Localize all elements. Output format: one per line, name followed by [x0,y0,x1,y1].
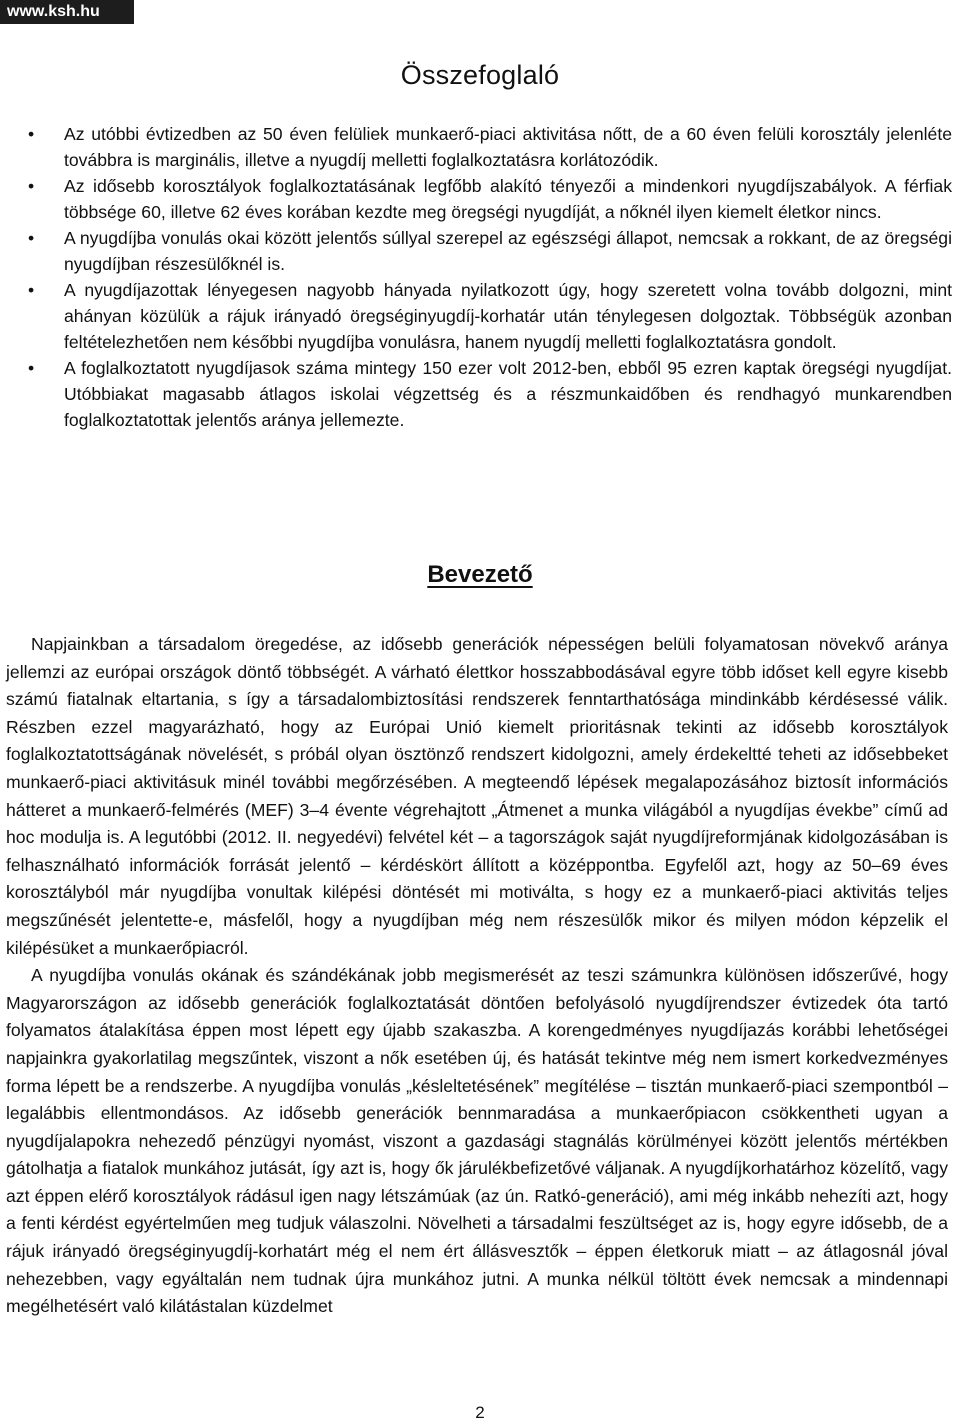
summary-title: Összefoglaló [400,60,560,90]
intro-body [6,631,948,1321]
summary-bullet-1: • Az utóbbi évtizedben az 50 éven felüliek munkaerő-piaci aktivitása nőtt, de a 60 éven felüli korosztály jelenléte továbbra is marginális, illetve a nyugdíj melletti foglalkoztatásra korlátozódik. [28,121,952,173]
summary-bullet-list [28,121,952,433]
site-url-badge[interactable]: www.ksh.hu [0,0,134,24]
intro-paragraph-1: Napjainkban a társadalom öregedése, az idősebb generációk népességen belüli folyamatosan növekvő aránya jellemzi az európai országok döntő többségét. A várható élettkor hosszabbodásával egyre több időset kell egyre kisebb számú fiatalnak eltartania, s így a társadalombiztosítási rendszerek fenntarthatósága mindinkább kérdésessé válik. Részben ezzel magyarázható, hogy az Európai Unió kiemelt prioritásnak tekinti az idősebb korosztályok foglalkoztatottságának növelését, s próbál olyan ösztönző rendszert kidolgozni, amely érdekeltté teheti az idősebbeket munkaerő-piaci aktivitásuk minél további megőrzésében. A megteendő lépések megalapozásához biztosít információs hátteret a munkaerő-felmérés (MEF) 3–4 évente végrehajtott „Átmenet a munka világából a nyugdíjas évekbe” című ad hoc modulja is. A legutóbbi (2012. II. negyedévi) felvétel két – a tagországok saját nyugdíjreformjának kidolgozásában is felhasználható információk forrását jelentő – kérdéskört állított a középpontba. Egyfelől azt, hogy az 50–69 éves korosztályból már nyugdíjba vonultak kilépési döntését mi motiválta, s hogy ez a munkaerő-piaci aktivitás teljes megszűnését jelentette-e, másfelől, hogy a nyugdíjban még nem részesülők mikor és milyen módon képzelik el kilépésüket a munkaerőpiacról. [6,634,948,958]
intro-paragraph-2: A nyugdíjba vonulás okának és szándékának jobb megismerését az teszi számunkra különösen időszerűvé, hogy Magyarországon az idősebb generációk foglalkoztatását döntően befolyásoló nyugdíjrendszer évtizedek óta tartó folyamatos átalakítása éppen most lépett egy újabb szakaszba. A korengedményes nyugdíjazás korábbi lehetőségei napjainkra gyakorlatilag megszűntek, viszont a nők esetében új, és hatását tekintve még nem ismert korkedvezményes forma lépett be a rendszerbe. A nyugdíjba vonulás „késleltetésének” megítélése – tisztán munkaerő-piaci szempontból – legalábbis ellentmondásos. Az idősebb generációk bennmaradása a munkaerőpiacon csökkentheti ugyan a nyugdíjalapokra nehezedő pénzügyi nyomást, viszont a gazdasági stagnálás körülményei között jelentős mértékben gátolhatja a fiatalok munkához jutását, így azt is, hogy ők járulékbefizetővé váljanak. A nyugdíjkorhatárhoz közelítő, vagy azt éppen elérő korosztályok rádásul igen nagy létszámúak (az ún. Ratkó-generáció), ami még inkább nehezíti azt, hogy a fenti kérdést egyértelműen meg tudjuk válaszolni. Növelheti a társadalmi feszültséget az is, hogy egyre idősebb, de a rájuk irányadó öregséginyugdíj-korhatárt még el nem ért állásvesztők – éppen életkoruk miatt – az átlagosnál jóval nehezebben, vagy egyáltalán nem tudnak újra munkához jutni. A munka nélkül töltött évek nemcsak a mindennapi megélhetésért való kilátástalan küzdelmet [6,965,948,1317]
summary-bullet-5: • A foglalkoztatott nyugdíjasok száma mintegy 150 ezer volt 2012-ben, ebből 95 ezren kaptak öregségi nyugdíjat. Utóbbiakat magasabb átlagos iskolai végzettség és a részmunkaidőben és rendhagyó munkarendben foglalkoztatottak jelentős aránya jellemezte. [28,355,952,433]
summary-bullet-4: • A nyugdíjazottak lényegesen nagyobb hányada nyilatkozott úgy, hogy szeretett volna tovább dolgozni, mint ahányan közülük a rájuk irányadó öregséginyugdíj-korhatár után ténylegesen dolgoztak. Többségük azonban feltételezhetően nem későbbi nyugdíjba vonulásra, hanem nyugdíj melletti foglalkoztatásra gondolt. [28,277,952,355]
page-number: 2 [475,1403,485,1422]
summary-bullet-3: • A nyugdíjba vonulás okai között jelentős súllyal szerepel az egészségi állapot, nemcsak a rokkant, de az öregségi nyugdíjban részesülőknél is. [28,225,952,277]
summary-bullet-2: • Az idősebb korosztályok foglalkoztatásának legfőbb alakító tényezői a mindenkori nyugdíjszabályok. A férfiak többsége 60, illetve 62 éves korában kezdte meg öregségi nyugdíját, a nőknél ilyen kiemelt életkor nincs. [28,173,952,225]
intro-title: Bevezető [427,561,533,588]
